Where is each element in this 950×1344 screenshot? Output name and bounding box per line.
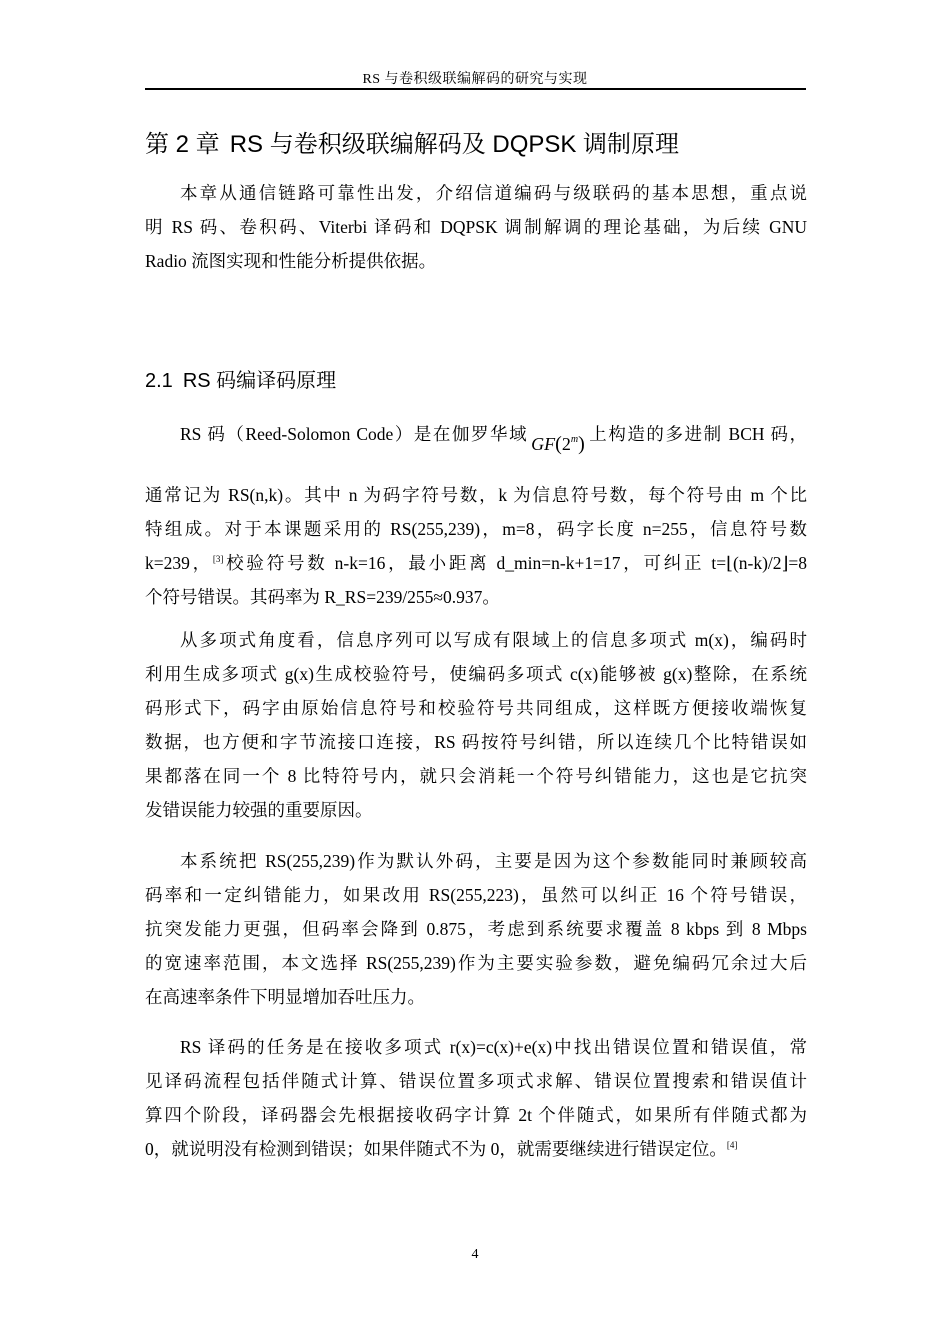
text-run: 上构造的多进制 BCH 码， — [587, 424, 807, 444]
section-number: 2.1 — [145, 370, 173, 392]
text-run: RS 码（Reed-Solomon Code）是在伽罗华域 — [180, 424, 529, 444]
text-run: 校验符号数 n-k=16，最小距离 d_min=n-k+1=17，可纠正 t=⌊(n-k)/2⌋=8 — [223, 553, 807, 573]
text-line: 算四个阶段，译码器会先根据接收码字计算 2t 个伴随式，如果所有伴随式都为 — [145, 1105, 807, 1125]
text-line: 通常记为 RS(n,k)。其中 n 为码字符号数，k 为信息符号数，每个符号由 m 个比 — [145, 485, 807, 505]
text-line: 从多项式角度看，信息序列可以写成有限域上的信息多项式 m(x)，编码时 — [180, 630, 807, 650]
formula-exponent: m — [570, 434, 579, 445]
text-line: 利用生成多项式 g(x)生成校验符号，使编码多项式 c(x)能够被 g(x)整除，在系统 — [145, 664, 807, 684]
text-run: 0，就说明没有检测到错误；如果伴随式不为 0，就需要继续进行错误定位。 — [145, 1139, 727, 1159]
text-line: 果都落在同一个 8 比特符号内，就只会消耗一个符号纠错能力，这也是它抗突 — [145, 766, 807, 786]
section-heading — [145, 364, 336, 393]
text-run: k=239， — [145, 553, 213, 573]
text-line: 特组成。对于本课题采用的 RS(255,239)，m=8，码字长度 n=255，信息符号数 — [145, 519, 807, 539]
text-line: 码形式下，码字由原始信息符号和校验符号共同组成，这样既方便接收端恢复 — [145, 698, 807, 718]
rs-decoding-paragraph — [145, 1030, 807, 1166]
page-number: 4 — [471, 1247, 479, 1262]
text-line: 的宽速率范围，本文选择 RS(255,239)作为主要实验参数，避免编码冗余过大后 — [145, 953, 807, 973]
citation-ref: [4] — [726, 1140, 738, 1150]
citation-ref: [3] — [212, 554, 224, 564]
formula-paren: ) — [578, 433, 585, 455]
section-title: RS 码编译码原理 — [182, 370, 337, 392]
formula-paren: ( — [555, 433, 562, 455]
text-line: 在高速率条件下明显增加吞吐压力。 — [145, 987, 425, 1007]
formula-symbol: GF — [531, 434, 556, 454]
text-line: Radio 流图实现和性能分析提供依据。 — [145, 251, 437, 271]
text-line: 本章从通信链路可靠性出发，介绍信道编码与级联码的基本思想，重点说 — [180, 183, 807, 203]
text-line: 本系统把 RS(255,239)作为默认外码，主要是因为这个参数能同时兼顾较高 — [180, 851, 807, 871]
text-line — [145, 1132, 807, 1166]
outer-code-choice-paragraph — [145, 844, 807, 1014]
header-rule — [145, 88, 806, 90]
formula-base: 2 — [561, 434, 571, 454]
text-line: 个符号错误。其码率为 R_RS=239/255≈0.937。 — [145, 587, 500, 607]
text-line: RS 译码的任务是在接收多项式 r(x)=c(x)+e(x)中找出错误位置和错误值，常 — [180, 1037, 807, 1057]
chapter-number: 第 2 章 — [145, 131, 220, 158]
rs-definition-paragraph — [145, 412, 807, 614]
text-line: 码率和一定纠错能力，如果改用 RS(255,223)，虽然可以纠正 16 个符号错误， — [145, 885, 807, 905]
text-line: 明 RS 码、卷积码、Viterbi 译码和 DQPSK 调制解调的理论基础，为后续 GNU — [145, 217, 807, 237]
text-line: 发错误能力较强的重要原因。 — [145, 800, 373, 820]
chapter-title: RS 与卷积级联编解码及 DQPSK 调制原理 — [229, 131, 680, 158]
text-line: 数据，也方便和字节流接口连接，RS 码按符号纠错，所以连续几个比特错误如 — [145, 732, 807, 752]
chapter-intro-paragraph — [145, 176, 807, 278]
running-header: RS 与卷积级联编解码的研究与实现 — [362, 72, 588, 87]
text-line — [145, 412, 807, 455]
text-line — [145, 546, 807, 580]
text-line: 见译码流程包括伴随式计算、错误位置多项式求解、错误位置搜索和错误值计 — [145, 1071, 807, 1091]
galois-field-formula — [528, 422, 588, 462]
text-line: 抗突发能力更强，但码率会降到 0.875，考虑到系统要求覆盖 8 kbps 到 8 Mbps — [145, 919, 807, 939]
chapter-heading — [145, 124, 679, 159]
polynomial-paragraph — [145, 623, 807, 827]
